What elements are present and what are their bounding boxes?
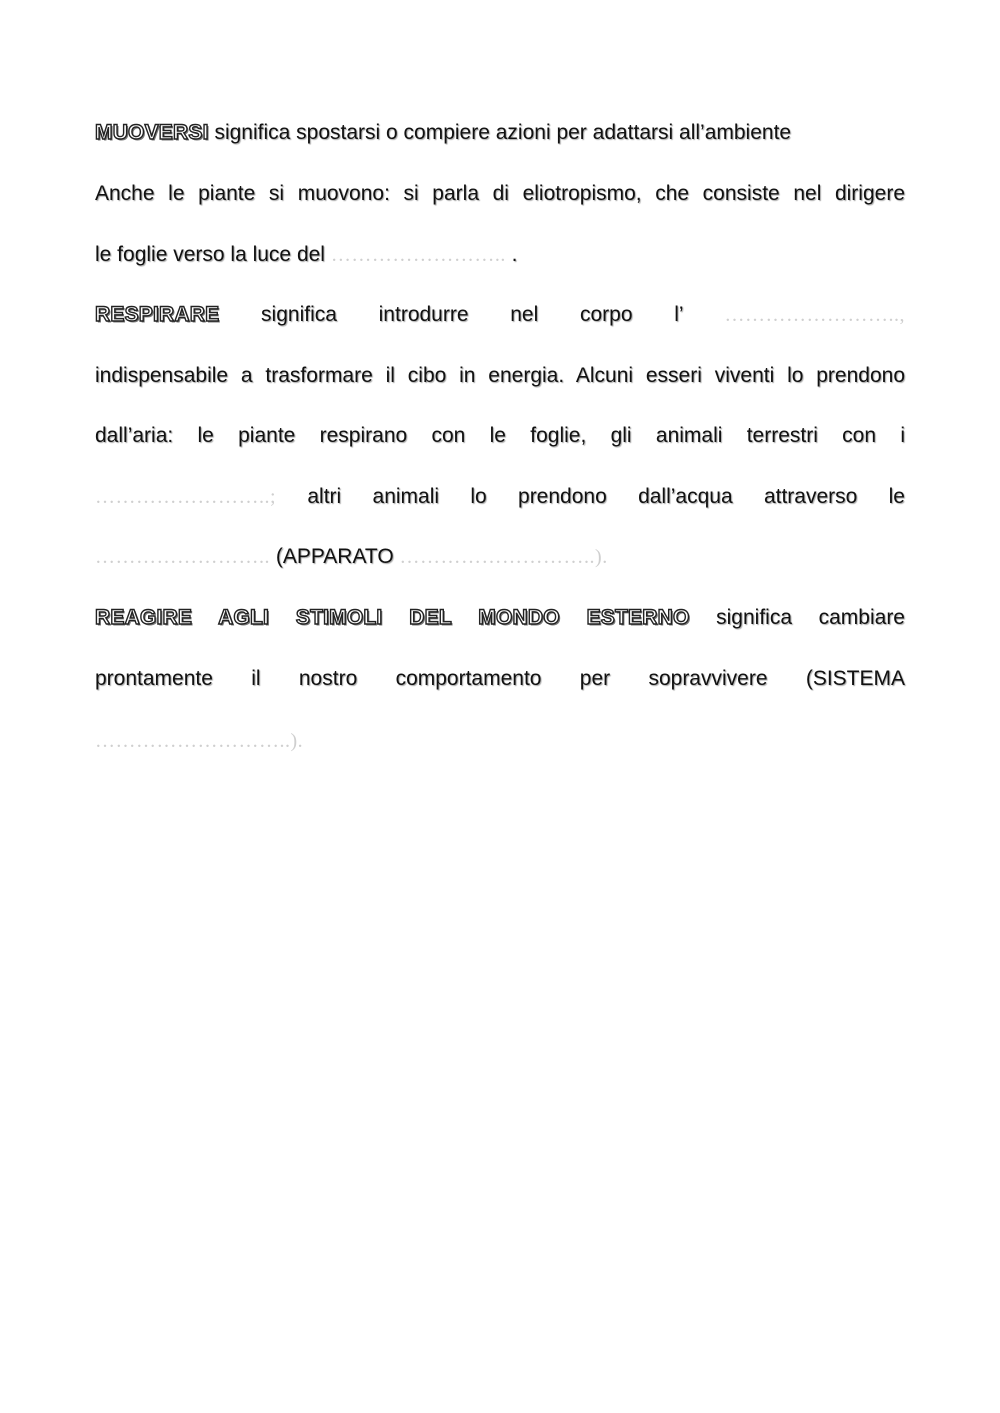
p3-line-3 [95,727,905,755]
p2-line-5 [95,543,905,571]
p2-line-4-text: altri animali lo prendono dall’acqua attraverso le [307,485,905,508]
word: significa [261,303,337,326]
blank-polmoni[interactable]: ……………………..; [95,486,277,508]
word: introdurre [378,303,469,326]
blank-sistema[interactable]: ………………………..). [95,730,304,752]
p3-line-1-text: significa cambiare [716,606,905,629]
keyword-respirare: RESPIRARE [95,303,220,326]
p1-line-1 [95,119,905,147]
word: nel [510,303,539,326]
p1-line-3-end: . [505,243,518,266]
word: corpo [580,303,633,326]
p3-line-2: prontamente il nostro comportamento per sopravvivere (SISTEMA [95,667,905,690]
blank-branchie[interactable]: …………………….. [95,546,270,568]
p1-line-1-text: significa spostarsi o compiere azioni per adattarsi all’ambiente [208,121,792,144]
p1-line-3-text: le foglie verso la luce del [95,243,331,266]
p2-line-1 [95,301,905,329]
blank-sole[interactable]: …………………….. [330,244,506,266]
apparato-label: (APPARATO [270,545,400,568]
blank-ossigeno[interactable]: …………………….., [724,304,906,326]
keyword-reagire: REAGIRE AGLI STIMOLI DEL MONDO ESTERNO [95,606,690,629]
keyword-muoversi: MUOVERSI [95,121,209,144]
p2-line-3: dall’aria: le piante respirano con le foglie, gli animali terrestri con i [95,424,905,447]
word: l’ [674,303,683,326]
blank-apparato[interactable]: ………………………..). [399,546,608,568]
p1-line-3 [95,241,905,269]
p2-line-2: indispensabile a trasformare il cibo in energia. Alcuni esseri viventi lo prendono [95,364,905,387]
p1-line-2: Anche le piante si muovono: si parla di eliotropismo, che consiste nel dirigere [95,182,905,205]
p3-line-1 [95,604,905,632]
p2-line-4 [95,483,905,511]
